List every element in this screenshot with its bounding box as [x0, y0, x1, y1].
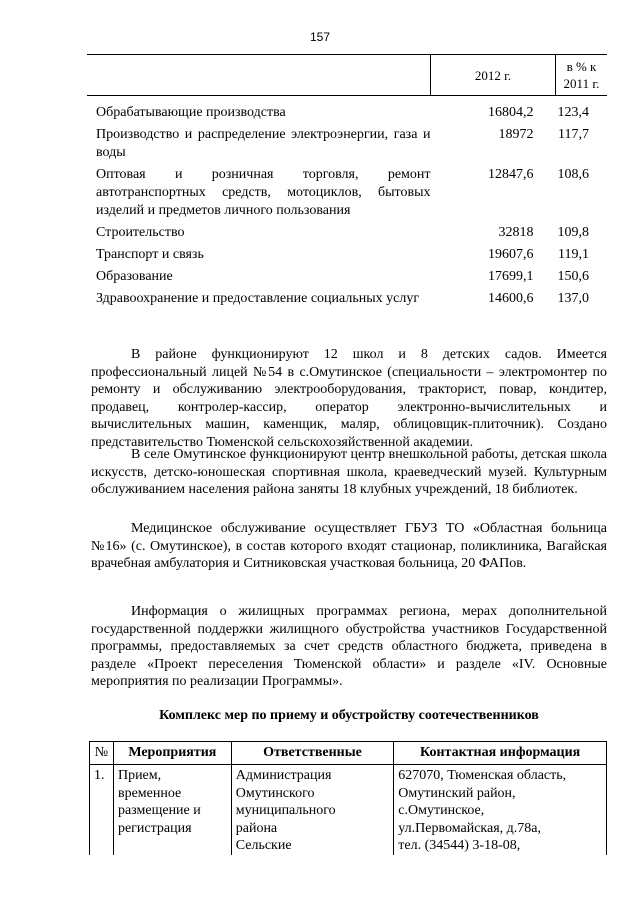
row-number: 1. [90, 765, 114, 855]
stats-header-indicator [87, 55, 431, 96]
contact-line: тел. (34544) 3-18-08, [398, 838, 521, 854]
activity-line: регистрация [117, 820, 192, 836]
culture-paragraph: В селе Омутинское функционируют центр внешкольной работы, детская школа искусств, детско-юношеская спортивная школа, краеведческий музей. Культурным обслуживанием населения района заняты 18 клубных учреждений, 18 библиотек. [91, 447, 607, 498]
percent-value: 119,1 [558, 247, 589, 262]
value-2012: 32818 [498, 225, 534, 240]
page-number: 157 [309, 30, 331, 44]
stats-table-header [87, 55, 607, 96]
percent-value: 117,7 [558, 127, 589, 142]
table-row [90, 765, 607, 855]
measures-table-header [90, 742, 607, 765]
activity-line: Прием, [117, 768, 162, 783]
indicator-label: Образование [96, 269, 173, 284]
schools-paragraph: В районе функционируют 12 школ и 8 детских садов. Имеется профессиональный лицей №54 в с.Омутинское (специальности – электромонтер по ремонту и обслуживанию электрооборудования, тракторист, повар, кондитер, продавец, контролер-кассир, оператор электронно-вычислительных и вычислительных машин, каменщик, маляр, облицовщик-плиточник). Создано представительство Тюменской сельскохозяйственной академии. [91, 347, 607, 450]
stats-header-2012: 2012 г. [431, 55, 556, 96]
value-2012: 17699,1 [488, 269, 534, 284]
stats-header-percent: в % к 2011 г. [556, 55, 608, 96]
value-2012: 18972 [498, 127, 534, 142]
header-contact: Контактная информация [394, 742, 607, 765]
value-2012: 14600,6 [488, 291, 534, 306]
header-activity: Мероприятия [113, 742, 231, 765]
contact-line: ул.Первомайская, д.78а, [398, 820, 541, 836]
table-row [87, 245, 607, 267]
percent-value: 137,0 [557, 291, 589, 306]
economic-stats-table [87, 54, 607, 311]
measures-table [89, 741, 607, 855]
table-row [87, 267, 607, 289]
contact-cell [394, 765, 607, 855]
percent-value: 109,8 [557, 225, 589, 240]
indicator-label: Оптовая и розничная торговля, ремонт автотранспортных средств, мотоциклов, бытовых изделий и предметов личного пользования [96, 167, 431, 218]
table-row [87, 289, 607, 311]
percent-value: 150,6 [557, 269, 589, 284]
responsible-line: Сельские [235, 838, 292, 854]
indicator-label: Производство и распределение электроэнергии, газа и воды [96, 127, 431, 160]
responsible-line: Омутинского [235, 785, 315, 801]
contact-line: Омутинский район, [398, 785, 516, 801]
header-number: № [90, 742, 114, 765]
value-2012: 16804,2 [488, 105, 534, 120]
indicator-label: Обрабатывающие производства [96, 105, 286, 120]
housing-programs-paragraph: Информация о жилищных программах региона, мерах дополнительной государственной поддержки жилищного обустройства участников Государственной программы, предоставляемых за счет средств областного бюджета, приведена в разделе «Проект переселения Тюменской области» и разделе «IV. Основные мероприятия по реализации Программы». [91, 604, 607, 690]
table-row [87, 125, 607, 165]
activity-cell [113, 765, 231, 855]
table-row [87, 96, 607, 126]
responsible-cell [231, 765, 394, 855]
section-title: Комплекс мер по приему и обустройству соотечественников [159, 708, 539, 723]
table-row [87, 223, 607, 245]
header-responsible: Ответственные [231, 742, 394, 765]
responsible-line: Администрация [235, 768, 332, 783]
table-row [87, 165, 607, 223]
medical-paragraph: Медицинское обслуживание осуществляет ГБУЗ ТО «Областная больница №16» (с. Омутинское), в состав которого входят стационар, поликлиника, Вагайская врачебная амбулатория и Ситниковская участковая больница, 20 ФАПов. [91, 521, 607, 572]
activity-line: размещение и [117, 803, 201, 819]
contact-line: 627070, Тюменская область, [398, 768, 567, 783]
contact-line: с.Омутинское, [398, 803, 485, 819]
activity-line: временное [117, 785, 182, 801]
percent-value: 123,4 [557, 105, 589, 120]
indicator-label: Строительство [96, 225, 185, 240]
indicator-label: Транспорт и связь [96, 247, 204, 262]
indicator-label: Здравоохранение и предоставление социальных услуг [96, 291, 420, 306]
value-2012: 19607,6 [488, 247, 534, 262]
responsible-line: района [235, 820, 278, 836]
percent-value: 108,6 [557, 167, 589, 182]
responsible-line: муниципального [235, 803, 336, 819]
value-2012: 12847,6 [488, 167, 534, 182]
